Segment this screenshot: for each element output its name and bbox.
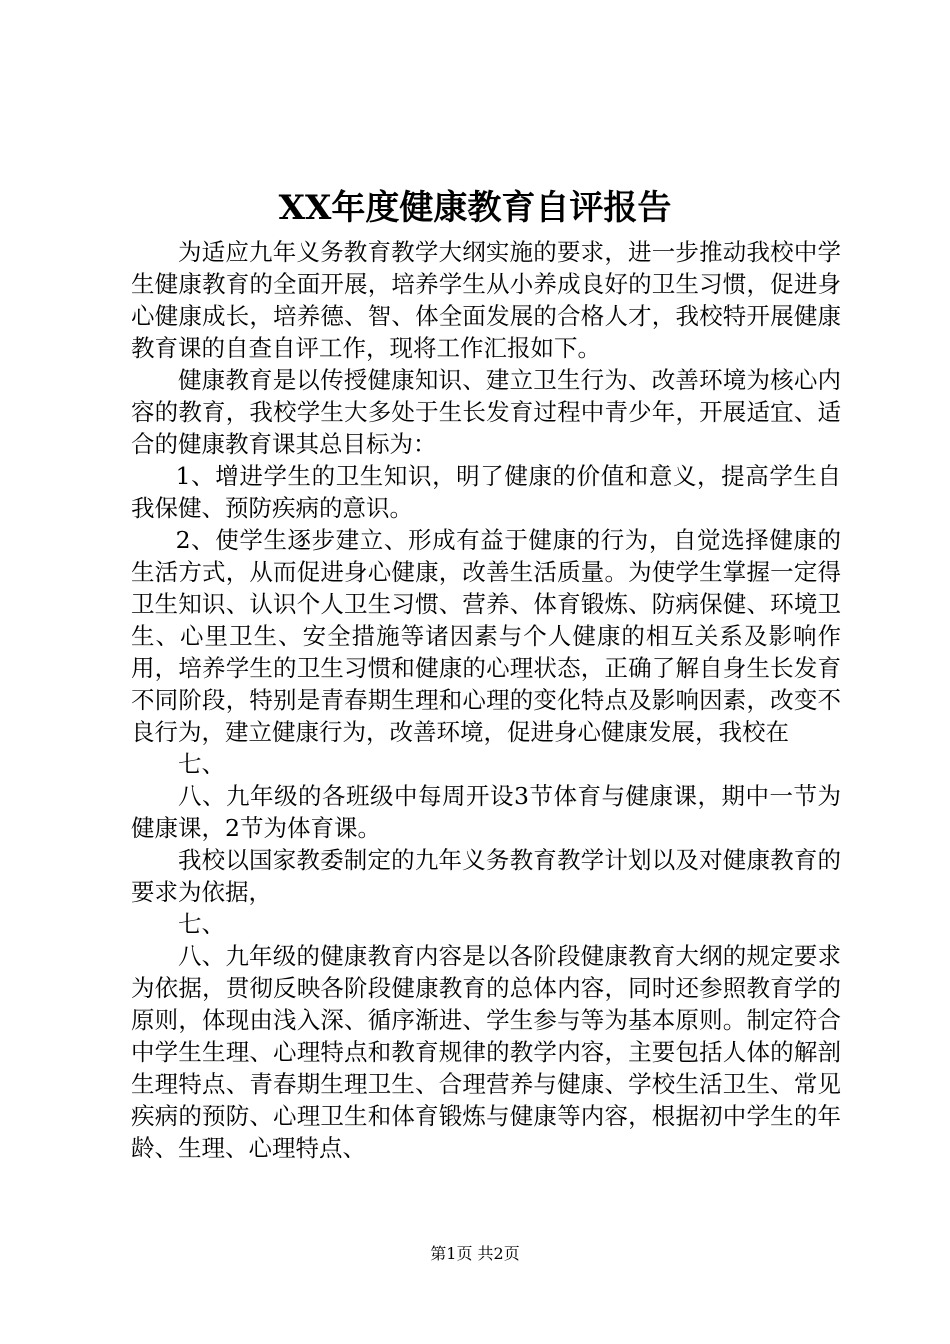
paragraph-goals-intro: 健康教育是以传授健康知识、建立卫生行为、改善环境为核心内容的教育，我校学生大多处于生长发育过程中青少年，开展适宜、适合的健康教育课其总目标为： [131, 366, 841, 458]
paragraph-goal-1: 1、增进学生的卫生知识，明了健康的价值和意义，提高学生自我保健、预防疾病的意识。 [131, 462, 841, 522]
paragraph-8-9-classes: 八、九年级的各班级中每周开设3节体育与健康课，期中一节为健康课，2节为体育课。 [131, 782, 841, 842]
paragraph-intro: 为适应九年义务教育教学大纲实施的要求，进一步推动我校中学生健康教育的全面开展，培养学生从小养成良好的卫生习惯，促进身心健康成长，培养德、智、体全面发展的合格人才，我校特开展健康教育课的自查自评工作，现将工作汇报如下。 [131, 238, 841, 362]
paragraph-8-9-content: 八、九年级的健康教育内容是以各阶段健康教育大纲的规定要求为依据，贯彻反映各阶段健康教育的总体内容，同时还参照教育学的原则，体现由浅入深、循序渐进、学生参与等为基本原则。制定符合中学生生理、心理特点和教育规律的教学内容，主要包括人体的解剖生理特点、青春期生理卫生、合理营养与健康、学校生活卫生、常见疾病的预防、心理卫生和体育锻炼与健康等内容，根据初中学生的年龄、生理、心理特点、 [131, 942, 841, 1162]
paragraph-basis: 我校以国家教委制定的九年义务教育教学计划以及对健康教育的要求为依据， [131, 846, 841, 906]
paragraph-heading-7a: 七、 [178, 750, 225, 778]
document-body [131, 236, 841, 1164]
paragraph-heading-7b: 七、 [178, 910, 225, 938]
paragraph-goal-2: 2、使学生逐步建立、形成有益于健康的行为，自觉选择健康的生活方式，从而促进身心健康，改善生活质量。为使学生掌握一定得卫生知识、认识个人卫生习惯、营养、体育锻炼、防病保健、环境卫生、心里卫生、安全措施等诸因素与个人健康的相互关系及影响作用，培养学生的卫生习惯和健康的心理状态，正确了解自身生长发育不同阶段，特别是青春期生理和心理的变化特点及影响因素，改变不良行为，建立健康行为，改善环境，促进身心健康发展，我校在 [131, 526, 841, 746]
document-title: XX年度健康教育自评报告 [278, 188, 672, 228]
page-footer: 第1页 共2页 [430, 1244, 520, 1263]
